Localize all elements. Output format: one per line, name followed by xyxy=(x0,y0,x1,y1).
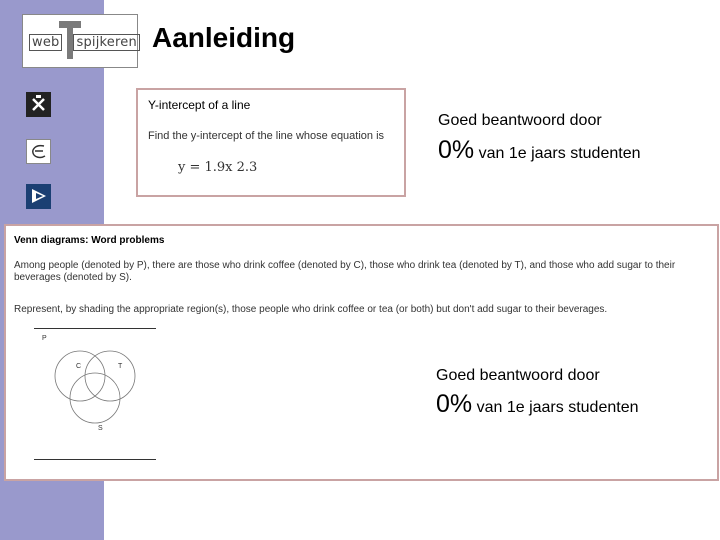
stat-label-1: Goed beantwoord door xyxy=(438,112,602,129)
venn-circle-t xyxy=(85,351,135,401)
logo-part-web: web xyxy=(29,34,62,51)
venn-diagram xyxy=(36,328,146,438)
webspijkeren-logo xyxy=(22,14,138,68)
play-logo-icon xyxy=(26,184,51,209)
stat-rest-1: van 1e jaars studenten xyxy=(478,145,641,162)
venn-label-s: S xyxy=(98,425,103,432)
stat-percent-2: 0% xyxy=(436,390,473,418)
question-card-y-intercept xyxy=(136,88,406,197)
question-title: Venn diagrams: Word problems xyxy=(14,235,165,246)
euler-logo-icon xyxy=(26,139,51,164)
stat-result-2 xyxy=(436,390,638,419)
logo-text xyxy=(29,35,140,50)
venn-circle-s xyxy=(70,373,120,423)
venn-label-t: T xyxy=(118,363,123,370)
university-seal-icon xyxy=(26,92,51,117)
question-equation: y = 1.9x 2.3 xyxy=(178,160,258,175)
venn-label-universe: P xyxy=(42,335,47,342)
venn-label-c: C xyxy=(76,363,82,370)
stat-rest-2: van 1e jaars studenten xyxy=(476,399,639,416)
question-text: Find the y-intercept of the line whose equation is xyxy=(148,130,385,142)
stat-label-2: Goed beantwoord door xyxy=(436,367,600,384)
stat-percent-1: 0% xyxy=(438,136,475,164)
question-text: Among people (denoted by P), there are those who drink coffee (denoted by C), those who drink tea (denoted by T), and those who add sugar to their beverages (denoted by S). xyxy=(14,260,676,283)
divider-line xyxy=(34,459,156,460)
question-card-venn xyxy=(4,224,719,481)
venn-circle-c xyxy=(55,351,105,401)
question-title: Y-intercept of a line xyxy=(148,98,251,112)
stat-result-1 xyxy=(438,136,640,165)
logo-part-spijkeren: spijkeren xyxy=(73,34,139,51)
question-task: Represent, by shading the appropriate region(s), those people who drink coffee or tea (or both) but don't add sugar to their beverages. xyxy=(14,304,608,315)
page-title: Aanleiding xyxy=(152,22,296,53)
